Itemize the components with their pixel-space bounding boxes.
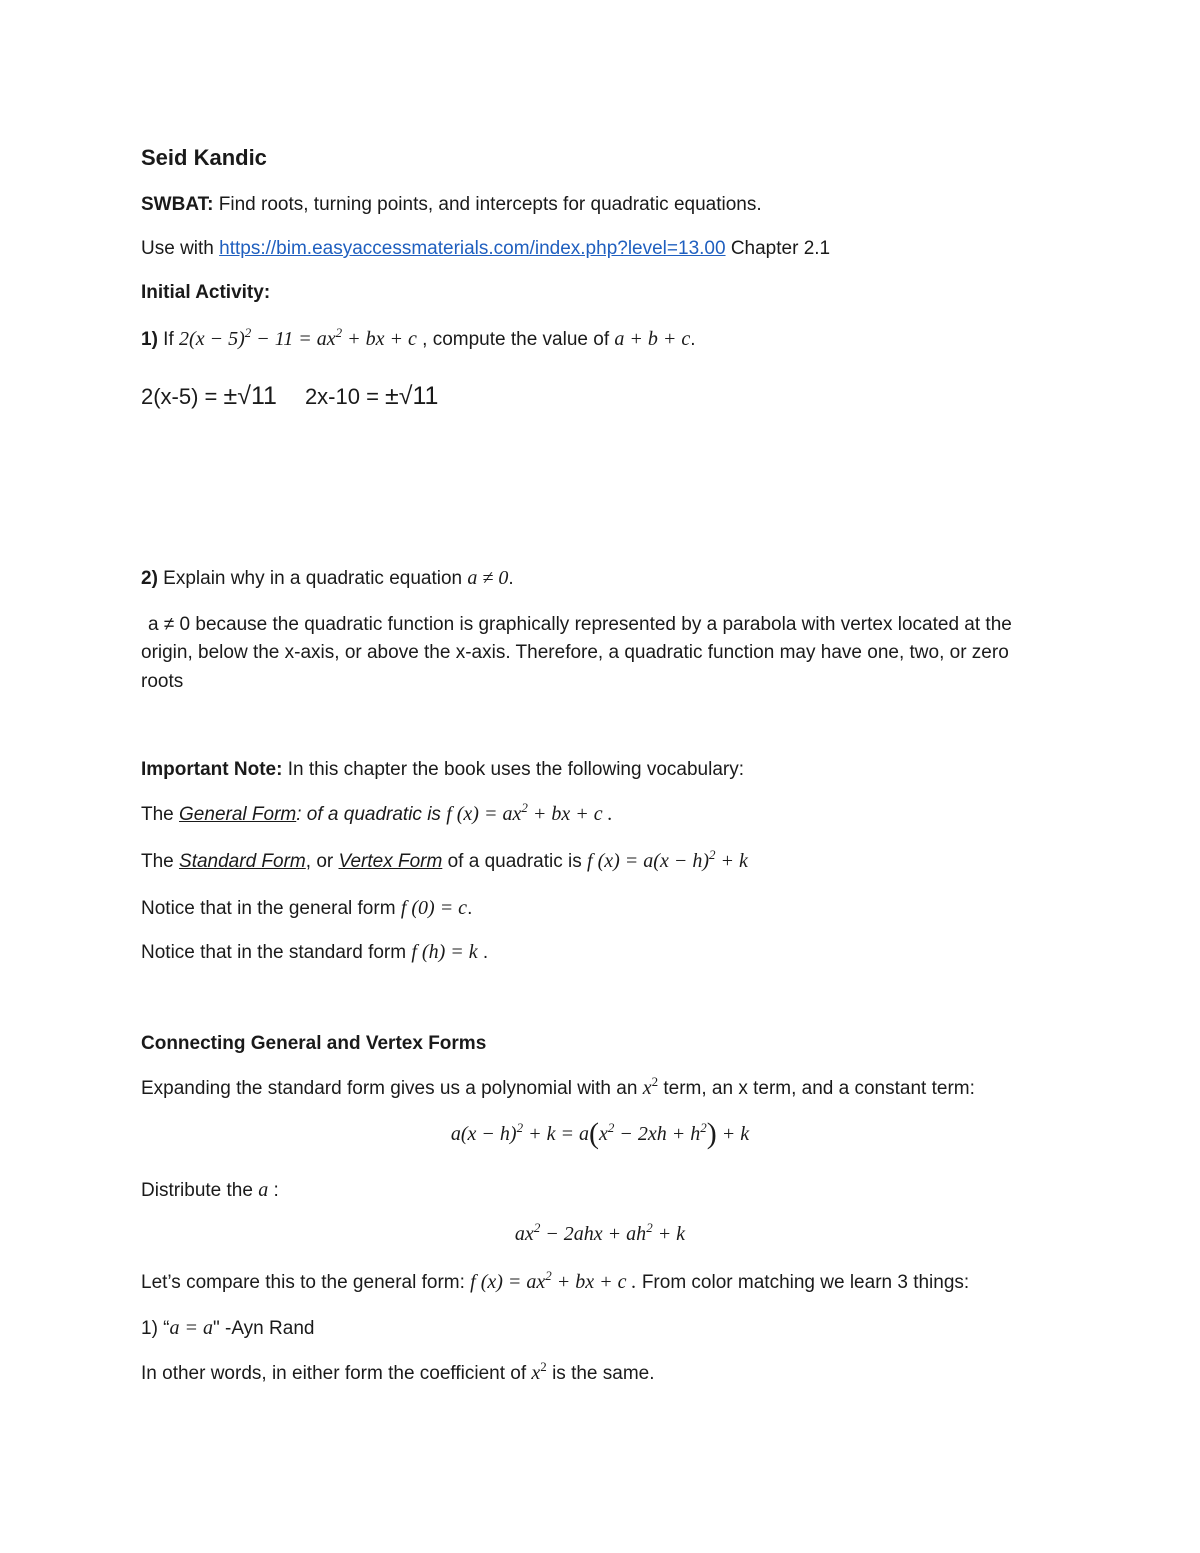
equation-expand [0,1117,1200,1150]
exponent: 2 [540,1359,547,1374]
connecting-heading: Connecting General and Vertex Forms [141,1033,487,1054]
exponent: 2 [607,1120,615,1135]
formula-part: f (x) = ax [446,803,522,825]
exponent: 2 [545,1268,552,1283]
formula-part: + bx + c . [551,1271,637,1293]
use-with-suffix: Chapter 2.1 [725,238,831,259]
notice-standard-expression: f (h) = k [411,941,478,963]
formula-part: + k [715,850,748,872]
question-2-number: 2) [141,568,158,589]
work-step-2: 2x-10 = [304,384,386,409]
work-step-2-value: ±√11 [385,382,439,410]
general-form-line [141,802,613,827]
equation-part: − 2xh + h [614,1123,701,1145]
important-note [141,758,744,782]
question-1-sum: a + b + c [614,328,691,350]
question-2-text: Explain why in a quadratic equation [157,568,468,589]
expanding-x: x [642,1077,652,1099]
standard-form-line [141,849,748,874]
equation-part: x [598,1123,608,1145]
exponent: 2 [521,800,528,815]
work-step-1: 2(x-5) = [141,384,224,409]
materials-link[interactable]: https://bim.easyaccessmaterials.com/index.php?level=13.00 [219,238,726,259]
standard-form-rest: of a quadratic is [442,851,588,872]
exponent: 2 [244,325,252,340]
formula-part: f (x) = a(x − h) [587,850,709,872]
important-note-text: In this chapter the book uses the following vocabulary: [282,759,744,780]
distribute-end: : [268,1180,279,1201]
swbat-label: SWBAT: [141,194,214,215]
answer-2-line-2: origin, below the x-axis, or above the x-axis. Therefore, a quadratic function may have one, two, or zero [141,642,1009,663]
standard-form-term: Standard Form [179,851,306,872]
question-1-end: . [690,329,696,350]
initial-activity-heading: Initial Activity: [141,282,271,303]
thing-1-number: 1) “ [141,1318,170,1339]
standard-form-the: The [141,851,180,872]
expr-part: 2(x − 5) [179,328,245,350]
question-2-end: . [508,568,514,589]
important-note-label: Important Note: [141,759,283,780]
question-1-expression [179,325,417,350]
other-words-line [141,1361,655,1386]
other-words-post: is the same. [546,1363,655,1384]
exponent: 2 [708,847,716,862]
thing-1-line [141,1316,314,1341]
equation-part: − 2ahx + ah [540,1223,647,1245]
question-2 [141,566,514,591]
exponent: 2 [516,1120,524,1135]
thing-1-attribution: " -Ayn Rand [213,1318,315,1339]
vertex-form-term: Vertex Form [338,851,443,872]
expanding-text: Expanding the standard form gives us a polynomial with an [141,1078,643,1099]
exponent: 2 [646,1220,653,1235]
equation-part: ax [514,1223,534,1245]
standard-form-formula [587,847,748,872]
equation-part: + k = a [523,1123,589,1145]
exponent: 2 [335,325,343,340]
other-words-x: x [531,1362,541,1384]
equation-part: + k [716,1123,750,1145]
question-1-number: 1) [141,329,158,350]
equation-distributed [0,1222,1200,1246]
compare-line [141,1270,969,1295]
swbat-text: Find roots, turning points, and intercepts for quadratic equations. [213,194,762,215]
answer-2-text: because the quadratic function is graphically represented by a parabola with vertex located at the [190,614,1012,635]
paren-open: ( [588,1117,599,1150]
work-step-1-value: ±√11 [223,382,277,410]
paren-close: ) [706,1117,717,1150]
notice-standard [141,940,488,965]
equation-part: + k [652,1223,686,1245]
general-form-rest: : of a quadratic is [296,804,447,825]
expr-part: − 11 = ax [251,328,336,350]
question-1 [141,327,696,352]
exponent: 2 [700,1120,707,1135]
expanding-post: term, an x term, and a constant term: [658,1078,975,1099]
author-name: Seid Kandic [141,145,267,170]
answer-2-line-1 [148,613,1012,637]
notice-general-text: Notice that in the general form [141,898,401,919]
general-form-term: General Form [179,804,297,825]
notice-general-end: . [467,898,473,919]
compare-post: From color matching we learn 3 things: [636,1272,970,1293]
other-words-text: In other words, in either form the coefficient of [141,1363,532,1384]
notice-standard-end: . [477,942,489,963]
general-form-formula [446,800,613,825]
equation-part: a(x − h) [450,1123,517,1145]
question-1-mid: , compute the value of [416,329,615,350]
question-1-if: If [157,329,180,350]
standard-form-or: , or [305,851,339,872]
distribute-text: Distribute the [141,1180,259,1201]
thing-1-expression: a = a [169,1317,213,1339]
distribute-line [141,1178,279,1203]
notice-general-expression: f (0) = c [400,897,468,919]
general-form-the: The [141,804,180,825]
notice-standard-text: Notice that in the standard form [141,942,412,963]
answer-2-expression: a ≠ 0 [148,614,191,635]
use-with-line [141,237,830,261]
expr-part: + bx + c [342,328,417,350]
formula-part: f (x) = ax [470,1271,546,1293]
exponent: 2 [533,1220,541,1235]
swbat-line [141,193,762,217]
expanding-line [141,1076,975,1101]
use-with-prefix: Use with [141,238,220,259]
answer-2-line-3: roots [141,671,184,692]
handwritten-work [141,382,438,411]
compare-text: Let’s compare this to the general form: [141,1272,471,1293]
distribute-a: a [258,1179,269,1201]
exponent: 2 [651,1074,659,1089]
compare-formula [470,1268,637,1293]
formula-part: + bx + c . [527,803,613,825]
notice-general [141,896,472,921]
question-2-expression: a ≠ 0 [467,567,509,589]
